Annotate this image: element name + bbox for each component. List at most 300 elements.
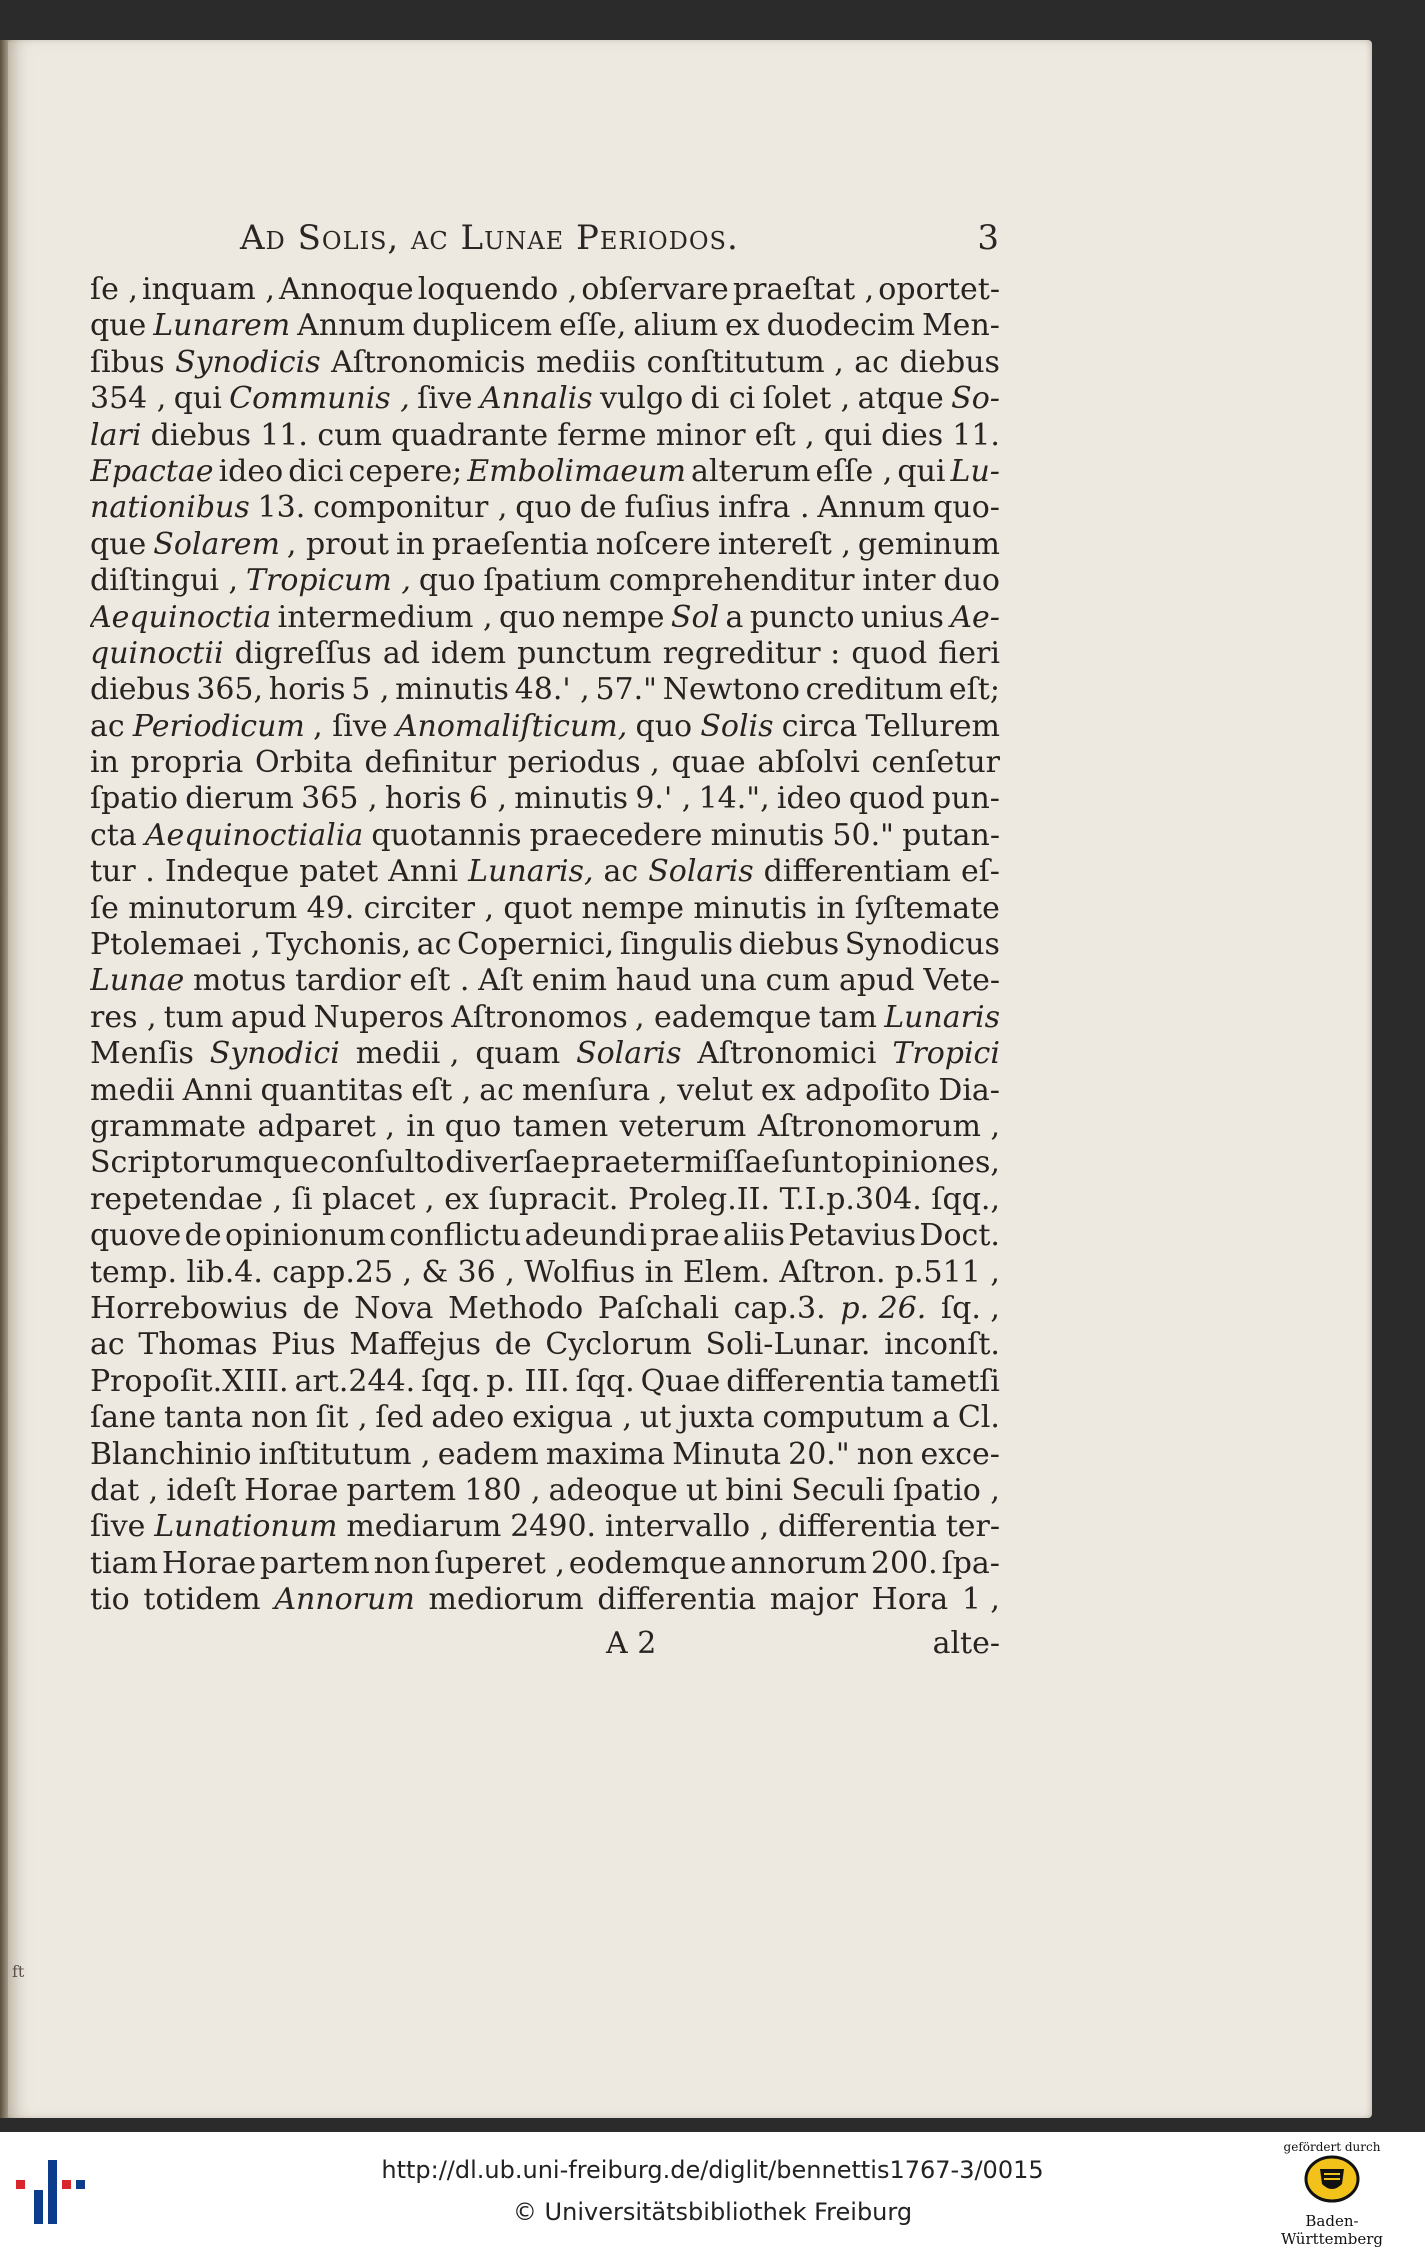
word: atque [857,381,944,417]
word: a [932,1400,950,1436]
word: Menſis [90,1036,194,1072]
word: 50." [832,817,894,853]
text-line [90,672,1000,708]
viewer-footer [0,2132,1425,2248]
text-line [90,963,1000,999]
word: Aſt [478,963,523,999]
word: obſervare [581,272,729,307]
word: ter- [945,1509,1000,1545]
text-line [90,1109,1000,1145]
word: diebus [899,344,1000,380]
word: non [373,1545,431,1581]
word: minor [655,417,746,453]
word: , eademque [634,999,812,1035]
text-line [90,600,1000,636]
word: Annalis [479,381,593,417]
word: intervallo , [604,1509,770,1545]
text-line [90,1327,1000,1363]
text-line [90,1509,1000,1545]
word: computum [762,1400,925,1436]
word: praeſentia [431,526,589,562]
text-line [90,818,1000,854]
word: ſingulis [619,927,733,963]
word: medii , [355,1036,460,1072]
word: ex [444,1181,479,1217]
word: ſive [90,1509,146,1545]
word: qui [897,453,946,489]
word: differentia [778,1509,937,1545]
word: mediarum [346,1509,502,1545]
word: horis [384,781,462,817]
text-line [90,418,1000,454]
word: circa [781,708,858,744]
word: prae [650,1218,720,1254]
word: eſt; [948,672,1000,708]
page-number: 3 [977,218,1000,258]
word: de [494,1327,532,1363]
word: nempe [562,599,665,635]
word: di ci [690,381,756,417]
word: So- [951,381,1000,417]
word: definitur [364,745,497,781]
word: Methodo [448,1290,584,1326]
word: partem [260,1545,370,1581]
word: circiter , [363,890,495,926]
word: quod [851,635,928,671]
word: Synodicis [175,344,321,380]
word: Aequinoctia [90,599,272,635]
text-line [90,1000,1000,1036]
word: Aſtron. [779,1254,886,1290]
running-head [240,218,1000,258]
text-line [90,1073,1000,1109]
text-line [90,1546,1000,1582]
word: medii [90,1072,175,1108]
word: tam [818,999,877,1035]
word: Lunaris [884,999,1000,1035]
text-line [90,781,1000,817]
word: ſqq. [421,1363,481,1399]
word: ſpa- [941,1545,1000,1581]
text-line [90,854,1000,890]
word: ſuperet , [434,1545,565,1581]
word: ideſt [166,1472,237,1508]
word: Anni [182,1072,253,1108]
word: art.244. [294,1363,416,1399]
word: Paſchali [597,1290,719,1326]
word: de [184,1218,222,1254]
word: duplicem [412,308,553,344]
word: 11. cum [260,417,383,453]
footer-copyright: © Universitätsbibliothek Freiburg [512,2198,913,2226]
catchword: alte- [932,1626,1000,1661]
word: creditum [805,672,944,708]
word: Men- [921,308,1000,344]
word: que [90,526,147,562]
word: vulgo [600,381,684,417]
word: , velut [658,1072,753,1108]
text-line [90,1145,1000,1181]
body-text [90,272,1000,1618]
word: 354 , [90,381,167,417]
signature-mark: A 2 [606,1626,657,1661]
text-line [90,1582,1000,1618]
word: capp.25 , [272,1254,413,1290]
word: ſed [375,1400,424,1436]
word: Periodicum [132,708,305,744]
word: 5 , [351,672,390,708]
word: adeo [431,1400,505,1436]
word: veterum [619,1108,747,1144]
word: Tychonis, [266,927,412,963]
word: 2490. [510,1509,597,1545]
word: patet [299,854,379,890]
word: exce- [920,1436,1000,1472]
word: fieri [938,635,1000,671]
word: ſyſtemate [854,890,1000,926]
word: Cl. [957,1400,1000,1436]
word: ſpatium [483,563,601,599]
word: apud [230,999,307,1035]
word: Annum [297,308,406,344]
word: in quo [406,1108,502,1144]
word: 11. [952,417,1000,453]
word: ut [685,1472,718,1508]
text-line [90,745,1000,781]
word: adeundi [524,1218,647,1254]
text-line [90,1291,1000,1327]
word: minutorum [128,890,298,926]
word: pun- [931,781,1000,817]
word: enim [531,963,607,999]
word: motus [193,963,287,999]
word: 20." [788,1436,850,1472]
word: ex adpoſito [760,1072,931,1108]
word: Propoſit.XIII. [90,1363,289,1399]
word: Dia- [938,1072,1000,1108]
word: 13. [257,490,306,526]
word: lib.4. [186,1254,263,1290]
word: Pius [271,1327,336,1363]
word: eſ- [960,854,1000,890]
word: ac [854,344,889,380]
word: propria [130,745,244,781]
word: idem [431,635,507,671]
word: Elem. [682,1254,771,1290]
text-line [90,1473,1000,1509]
word: diebus [150,417,252,453]
text-line [90,927,1000,963]
funder-block [1257,2138,1407,2248]
footer-url-link[interactable]: http://dl.ub.uni-freiburg.de/diglit/bennettis1767-3/0015 [381,2156,1044,2184]
baden-wuerttemberg-crest-icon [1302,2154,1362,2204]
word: in [816,890,846,926]
word: diverſae [445,1145,570,1181]
word: Aequinoctialia [144,817,364,853]
word: dies [881,417,944,453]
word: regreditur : [662,635,841,671]
word: partem [346,1472,457,1508]
word: temp. [90,1254,177,1290]
word: aliis [722,1218,785,1254]
word: Sol [670,599,720,635]
word: Tropici [892,1036,1000,1072]
word: 365, [196,672,264,708]
word: qui [173,381,222,417]
word: tardior [295,963,401,999]
word: haud [615,963,692,999]
word: quotannis [371,817,522,853]
word: Blanchinio [90,1436,252,1472]
word: quo- [933,490,1000,526]
word: Tropicum , [246,563,411,599]
word: opinionum [224,1218,386,1254]
word: totidem [143,1582,261,1618]
word: menſura [521,1072,651,1108]
word: quove [90,1218,182,1254]
word: ideo [776,781,842,817]
word: ſe [90,890,119,926]
text-line [90,1182,1000,1218]
word: 48.' , [514,672,590,708]
text-line [90,636,1000,672]
word: res , [90,999,157,1035]
word: ſi [291,1181,313,1217]
word: annorum [730,1545,867,1581]
word: inconſt. [884,1327,1000,1363]
word: 57." [595,672,657,708]
word: ideo [218,453,284,489]
word: horis [268,672,346,708]
running-head-title: Ad Solis, ac Lunae Periodos. [240,218,739,258]
word: Lu- [950,453,1000,489]
word: minutis [395,672,509,708]
word: minutis [710,817,825,853]
word: repetendae , [90,1181,283,1217]
word: ferme [557,417,647,453]
word: in [395,526,425,562]
word: 1 , [961,1582,1000,1618]
word: mediorum [428,1582,584,1618]
word: ſit , [315,1400,368,1436]
word: Aſtronomorum , [757,1108,1000,1144]
word: Proleg.II. [628,1181,770,1217]
word: quo [418,563,476,599]
word: minutis [514,781,629,817]
word: Synodicus [844,927,1000,963]
word: Petavius [788,1218,917,1254]
word: ſpatio [90,781,178,817]
word: ſane [90,1400,157,1436]
word: ſe , [90,272,138,307]
word: ac [90,1327,125,1363]
word: Embolimaeum [467,453,686,489]
word: conflictu [389,1218,522,1254]
word: lari [90,417,142,453]
word: duo [943,563,1000,599]
word: alium [633,308,719,344]
word: conſtitutum , [646,344,844,380]
word: eodemque [568,1545,727,1581]
word: minutis [693,890,808,926]
word: digreſſus [234,635,372,671]
word: placet , [322,1181,435,1217]
word: quo [515,490,572,526]
word: cap.3. [733,1290,826,1326]
word: Horrebowius [90,1290,288,1326]
word: alterum [691,453,811,489]
word: cenſetur [871,745,1000,781]
word: Lunae [90,963,185,999]
word: Cyclorum [545,1327,692,1363]
word: Maffejus [349,1327,482,1363]
margin-mark: ft [12,1962,25,1981]
word: ſq. , [941,1290,1000,1326]
word: p. 26. [840,1290,927,1326]
text-line [90,345,1000,381]
word: dici [288,453,344,489]
word: Lunarem [153,308,291,344]
word: apud [838,963,915,999]
word: Solarem [153,526,280,562]
word: Nuperos [313,999,444,1035]
text-line [90,308,1000,344]
text-line [90,1437,1000,1473]
word: 36 , [457,1254,515,1290]
word: punctum [517,635,652,671]
word: Aſtronomos [451,999,628,1035]
word: que [90,308,147,344]
word: Tellurem [865,708,1000,744]
word: ſive [417,381,473,417]
word: dat , [90,1472,159,1508]
word: differentia [726,1363,886,1399]
word: major [769,1582,858,1618]
word: Anni [388,854,459,890]
word: Anomaliſticum, [395,708,628,744]
funder-label: gefördert durch [1283,2140,1381,2154]
text-line [90,1364,1000,1400]
word: p. III. [486,1363,570,1399]
text-line [90,490,1000,526]
word: 14.", [698,781,770,817]
word: 6 , [468,781,507,817]
word: puncto [749,599,855,635]
word: quadrante [391,417,549,453]
word: Solaris [648,854,754,890]
word: quae [671,745,746,781]
word: una [700,963,757,999]
word: Horae [161,1545,257,1581]
word: Vete- [923,963,1000,999]
word: a [725,599,744,635]
word: inſtitutum , [258,1436,431,1472]
word: adparet , [257,1108,395,1144]
word: de [579,490,617,526]
word: Annorum [274,1582,415,1618]
word: eſſe, [559,308,627,344]
word: eſt , [754,417,815,453]
word: quot [503,890,573,926]
word: tiam [90,1545,158,1581]
word: ſqq. [575,1363,635,1399]
word: tanta [163,1400,244,1436]
word: p.511 , [894,1254,1000,1290]
word: qui [823,417,872,453]
word: bini [725,1472,784,1508]
word: eſſe , [815,453,893,489]
text-line [90,381,1000,417]
word: nempe [581,890,684,926]
word: 365 , [301,781,378,817]
word: 9.' , [635,781,692,817]
word: maxima [545,1436,666,1472]
word: ac [416,927,452,963]
word: praecedere [529,817,703,853]
word: Solis [700,708,774,744]
word: differentiam [763,854,951,890]
word: exigua , [512,1400,632,1436]
text-line [90,891,1000,927]
word: in [90,745,119,781]
word: ſupracit. [488,1181,619,1217]
word: quo [499,599,556,635]
word: tio [90,1582,130,1618]
word: inter [862,563,936,599]
word: ſunt [781,1145,844,1181]
word: ad [382,635,420,671]
word: opiniones, [844,1145,1000,1181]
word: componitur , [313,490,508,526]
word: non [856,1436,914,1472]
word: & [421,1254,449,1290]
word: geminum [857,526,1000,562]
word: ſolet , [762,381,851,417]
text-line [90,1400,1000,1436]
text-line [90,454,1000,490]
word: Communis , [229,381,410,417]
word: intereſt , [717,526,851,562]
word: , ſive [313,708,388,744]
word: intermedium , [277,599,493,635]
word: Indeque [164,854,290,890]
word: Orbita [255,745,353,781]
word: nationibus [90,490,250,526]
word: Annum [817,490,926,526]
word: eadem [437,1436,539,1472]
word: inquam , [142,272,275,307]
word: cepere; [348,453,463,489]
word: praeſtat , [732,272,875,307]
word: putan- [902,817,1000,853]
word: 200. [870,1545,938,1581]
text-line [90,1255,1000,1291]
word: fuſius [624,490,711,526]
word: Annoque [278,272,414,307]
word: quantitas [260,1072,404,1108]
word: adeoque [548,1472,678,1508]
word: Soli-Lunar. [705,1327,871,1363]
word: Newtono [662,672,800,708]
word: in [644,1254,674,1290]
word: Horae [244,1472,339,1508]
word: tametſi [891,1363,1000,1399]
funder-name: Baden-Württemberg [1280,2212,1384,2248]
word: diebus [738,927,840,963]
word: quo [635,708,693,744]
word: Copernici, [457,927,615,963]
word: Ptolemaei , [90,927,261,963]
